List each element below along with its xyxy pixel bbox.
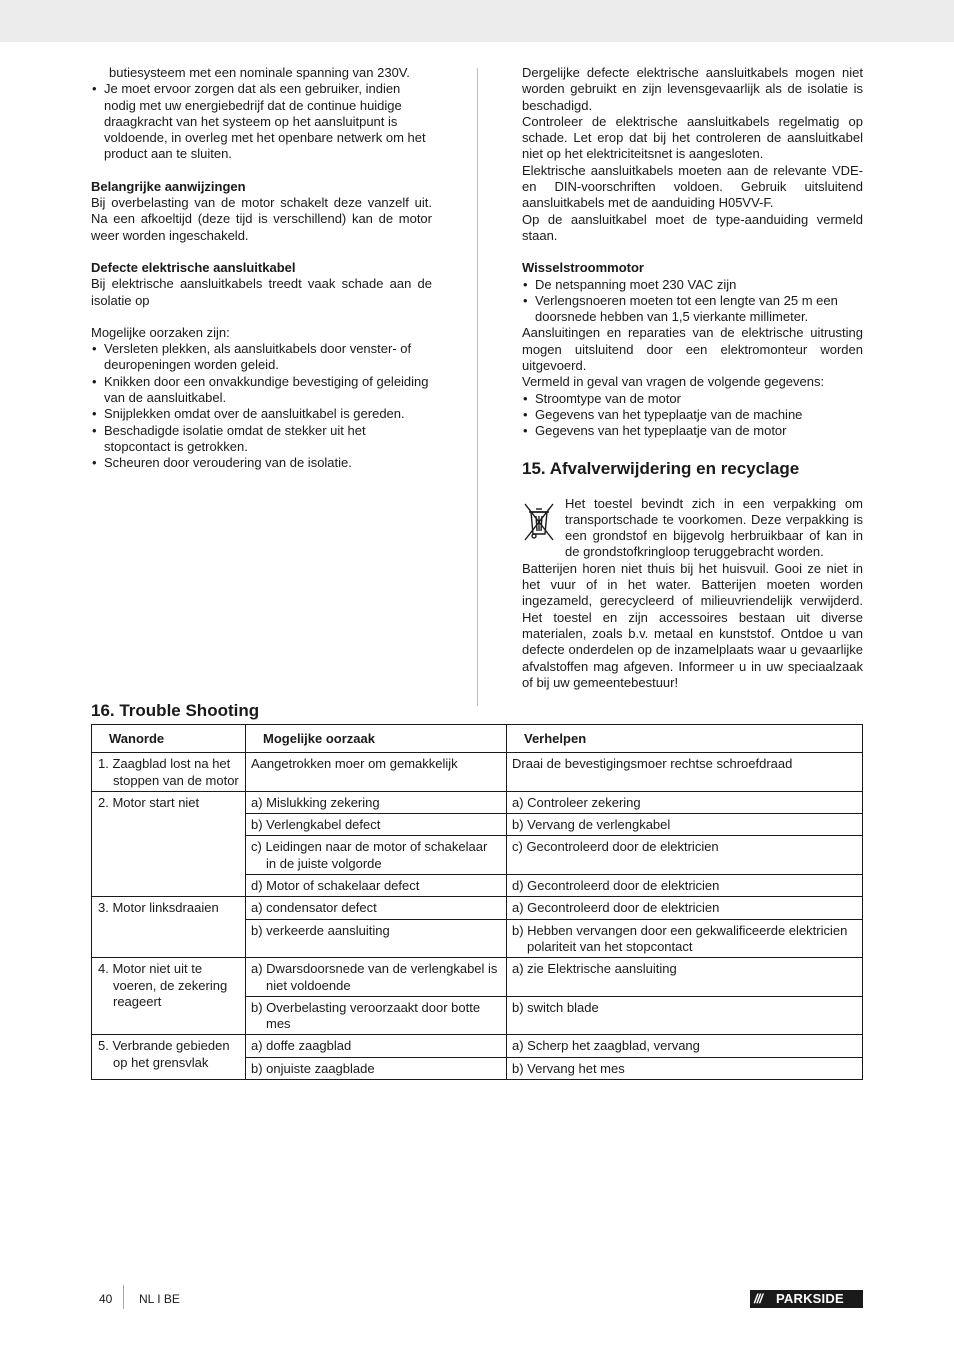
cause-cell	[246, 897, 507, 919]
remedy-cell	[507, 814, 863, 836]
remedy-text: Draai de bevestigingsmoer rechtse schroefdraad	[512, 756, 793, 772]
list-item: • Verlengsnoeren moeten tot een lengte van 25 m een doorsnede hebben van 1,5 vierkante millimeter.	[522, 293, 863, 326]
list-item: • Gegevens van het typeplaatje van de motor	[522, 423, 863, 439]
data-bullet-list	[522, 391, 863, 440]
cause-cell	[246, 836, 507, 875]
remedy-cell	[507, 1057, 863, 1079]
data-intro-text: Vermeld in geval van vragen de volgende gegevens:	[522, 374, 825, 390]
batteries-text: Batterijen horen niet thuis bij het huisvuil. Gooi ze niet in het vuur of in het water. Batterijen moeten worden ingezameld, gerecycleerd of milieuvriendelijk verwijderd. Het toestel en zijn accessoires bestaan uit diverse materialen, zoals b.v. metaal en kunststof. Ontdoe u van defecte onderdelen op de inzamelplaats waar u gevaarlijke afvalstoffen mag afgeven. Informeer u in uw speciaalzaak of bij uw gemeentebestuur!	[522, 560, 863, 690]
list-item: • Beschadigde isolatie omdat de stekker uit het stopcontact is getrokken.	[91, 423, 432, 456]
table-row	[92, 1035, 863, 1057]
fault-cell	[92, 958, 246, 1035]
language-code: NL I BE	[139, 1292, 180, 1306]
cause-cell	[246, 753, 507, 792]
remedy-text: b) Vervang de verlengkabel	[512, 817, 671, 833]
table-row	[92, 958, 863, 997]
fault-cell	[92, 791, 246, 896]
page-number: 40	[99, 1292, 113, 1306]
cause-text: b) Verlengkabel defect	[251, 817, 381, 833]
cause-text: a) condensator defect	[251, 900, 377, 916]
list-item: • Scheuren door veroudering van de isolatie.	[91, 455, 432, 471]
fault-text: 1. Zaagblad lost na het stoppen van de motor	[98, 756, 239, 788]
cause-cell	[246, 996, 507, 1035]
causes-bullet-list	[91, 341, 432, 471]
list-item: • Snijplekken omdat over de aansluitkabel is gereden.	[91, 406, 432, 422]
column-header-fault: Wanorde	[92, 725, 246, 753]
cause-text: b) verkeerde aansluiting	[251, 922, 390, 938]
logo-wordmark: PARKSIDE	[776, 1291, 844, 1306]
table-row	[92, 753, 863, 792]
list-item: • Stroomtype van de motor	[522, 391, 863, 407]
cause-cell	[246, 791, 507, 813]
cause-text: d) Motor of schakelaar defect	[251, 878, 420, 894]
continued-line: butiesysteem met een nominale spanning van 230V.	[109, 65, 410, 80]
check-cable-text: Controleer de elektrische aansluitkabels regelmatig op schade. Let erop dat bij het controleren de aansluitkabel niet op het elektriciteitsnet is aangesloten.	[522, 113, 863, 162]
remedy-text: a) Scherp het zaagblad, vervang	[512, 1038, 700, 1054]
list-item: • Knikken door een onvakkundige bevestiging of geleiding van de aansluitkabel.	[91, 374, 432, 407]
packaging-text: Het toestel bevindt zich in een verpakking om transportschade te voorkomen. Deze verpakking is een grondstof en bijgevolg herbruikbaar of kan in de grondstofkringloop teruggebracht worden.	[565, 495, 863, 560]
remedy-cell	[507, 875, 863, 897]
crossed-out-wheelie-bin-icon	[522, 502, 556, 542]
cause-cell	[246, 814, 507, 836]
cause-text: a) Mislukking zekering	[251, 794, 380, 810]
cause-text: b) Overbelasting veroorzaakt door botte mes	[251, 999, 481, 1032]
cause-cell	[246, 1035, 507, 1057]
remedy-text: b) Hebben vervangen door een gekwalificeerde elektricien polariteit van het stopcontact	[512, 922, 848, 954]
remedy-cell	[507, 897, 863, 919]
section-15-title: 15. Afvalverwijdering en recyclage	[522, 458, 800, 478]
cause-text: b) onjuiste zaagblade	[251, 1060, 375, 1076]
fault-cell	[92, 753, 246, 792]
section-16-title: 16. Trouble Shooting	[91, 701, 260, 720]
remedy-text: a) zie Elektrische aansluiting	[512, 961, 677, 977]
list-item: • Versleten plekken, als aansluitkabels door venster- of deuropeningen worden geleid.	[91, 341, 432, 374]
left-column	[91, 65, 432, 472]
list-item: • Je moet ervoor zorgen dat als een gebruiker, indien nodig met uw energiebedrijf dat de continue huidige draagkracht van het systeem op het aansluitpunt is voldoende, in overleg met het openbare netwerk om het product aan te sluiten.	[91, 81, 432, 162]
remedy-cell	[507, 1035, 863, 1057]
column-header-remedy: Verhelpen	[507, 725, 863, 753]
right-column	[522, 65, 863, 691]
cause-cell	[246, 958, 507, 997]
cause-text: a) doffe zaagblad	[251, 1038, 352, 1054]
important-heading: Belangrijke aanwijzingen	[91, 178, 246, 194]
cause-text: c) Leidingen naar de motor of schakelaar in de juiste volgorde	[251, 839, 488, 871]
remedy-cell	[507, 753, 863, 792]
fault-text: 3. Motor linksdraaien	[98, 900, 219, 916]
defect-cable-text: Bij elektrische aansluitkabels treedt vaak schade aan de isolatie op	[91, 276, 432, 308]
regulations-text: Elektrische aansluitkabels moeten aan de relevante VDE- en DIN-voorschriften voldoen. Gebruik uitsluitend aansluitkabels met de aanduiding H05VV-F.	[522, 162, 863, 211]
remedy-text: a) Gecontroleerd door de elektricien	[512, 900, 720, 916]
remedy-cell	[507, 836, 863, 875]
cause-cell	[246, 1057, 507, 1079]
type-designation-text: Op de aansluitkabel moet de type-aanduiding vermeld staan.	[522, 211, 863, 243]
top-band	[0, 0, 954, 42]
fault-text: 5. Verbrande gebieden op het grensvlak	[98, 1038, 230, 1070]
remedy-text: c) Gecontroleerd door de elektricien	[512, 839, 719, 855]
remedy-cell	[507, 958, 863, 997]
remedy-text: d) Gecontroleerd door de elektricien	[512, 878, 720, 894]
fault-text: 2. Motor start niet	[98, 794, 200, 810]
remedy-cell	[507, 791, 863, 813]
troubleshooting-table	[91, 724, 863, 1080]
column-header-cause: Mogelijke oorzaak	[246, 725, 507, 753]
defect-warning-text: Dergelijke defecte elektrische aansluitkabels mogen niet worden gebruikt en zijn levensgevaarlijk als de isolatie is beschadigd.	[522, 65, 863, 113]
cause-cell	[246, 919, 507, 958]
cause-text: a) Dwarsdoorsnede van de verlengkabel is niet voldoende	[251, 961, 498, 993]
fault-text: 4. Motor niet uit te voeren, de zekering reageert	[98, 961, 228, 1009]
ac-motor-heading: Wisselstroommotor	[522, 260, 644, 276]
list-item: • Gegevens van het typeplaatje van de machine	[522, 407, 863, 423]
table-header-row	[92, 725, 863, 753]
parkside-logo	[750, 1290, 863, 1308]
defect-cable-heading: Defecte elektrische aansluitkabel	[91, 259, 296, 275]
intro-bullet-list	[91, 81, 432, 162]
remedy-cell	[507, 996, 863, 1035]
table-row	[92, 791, 863, 813]
cause-cell	[246, 875, 507, 897]
causes-intro: Mogelijke oorzaken zijn:	[91, 324, 230, 340]
logo-slashes: ///	[754, 1291, 762, 1306]
repairs-text: Aansluitingen en reparaties van de elektrische uitrusting mogen uitsluitend door een elektromonteur worden uitgevoerd.	[522, 325, 863, 374]
cause-text: Aangetrokken moer om gemakkelijk	[251, 756, 458, 772]
fault-cell	[92, 897, 246, 958]
remedy-cell	[507, 919, 863, 958]
column-divider	[477, 68, 478, 706]
fault-cell	[92, 1035, 246, 1080]
list-item: • De netspanning moet 230 VAC zijn	[522, 277, 863, 293]
important-text: Bij overbelasting van de motor schakelt deze vanzelf uit. Na een afkoeltijd (deze tijd is verschillend) kan de motor weer worden ingeschakeld.	[91, 195, 432, 243]
recycling-block	[522, 496, 863, 561]
table-row	[92, 897, 863, 919]
remedy-text: a) Controleer zekering	[512, 794, 641, 810]
remedy-text: b) Vervang het mes	[512, 1060, 625, 1076]
remedy-text: b) switch blade	[512, 999, 599, 1015]
footer-divider	[123, 1285, 124, 1309]
ac-motor-bullet-list	[522, 277, 863, 326]
